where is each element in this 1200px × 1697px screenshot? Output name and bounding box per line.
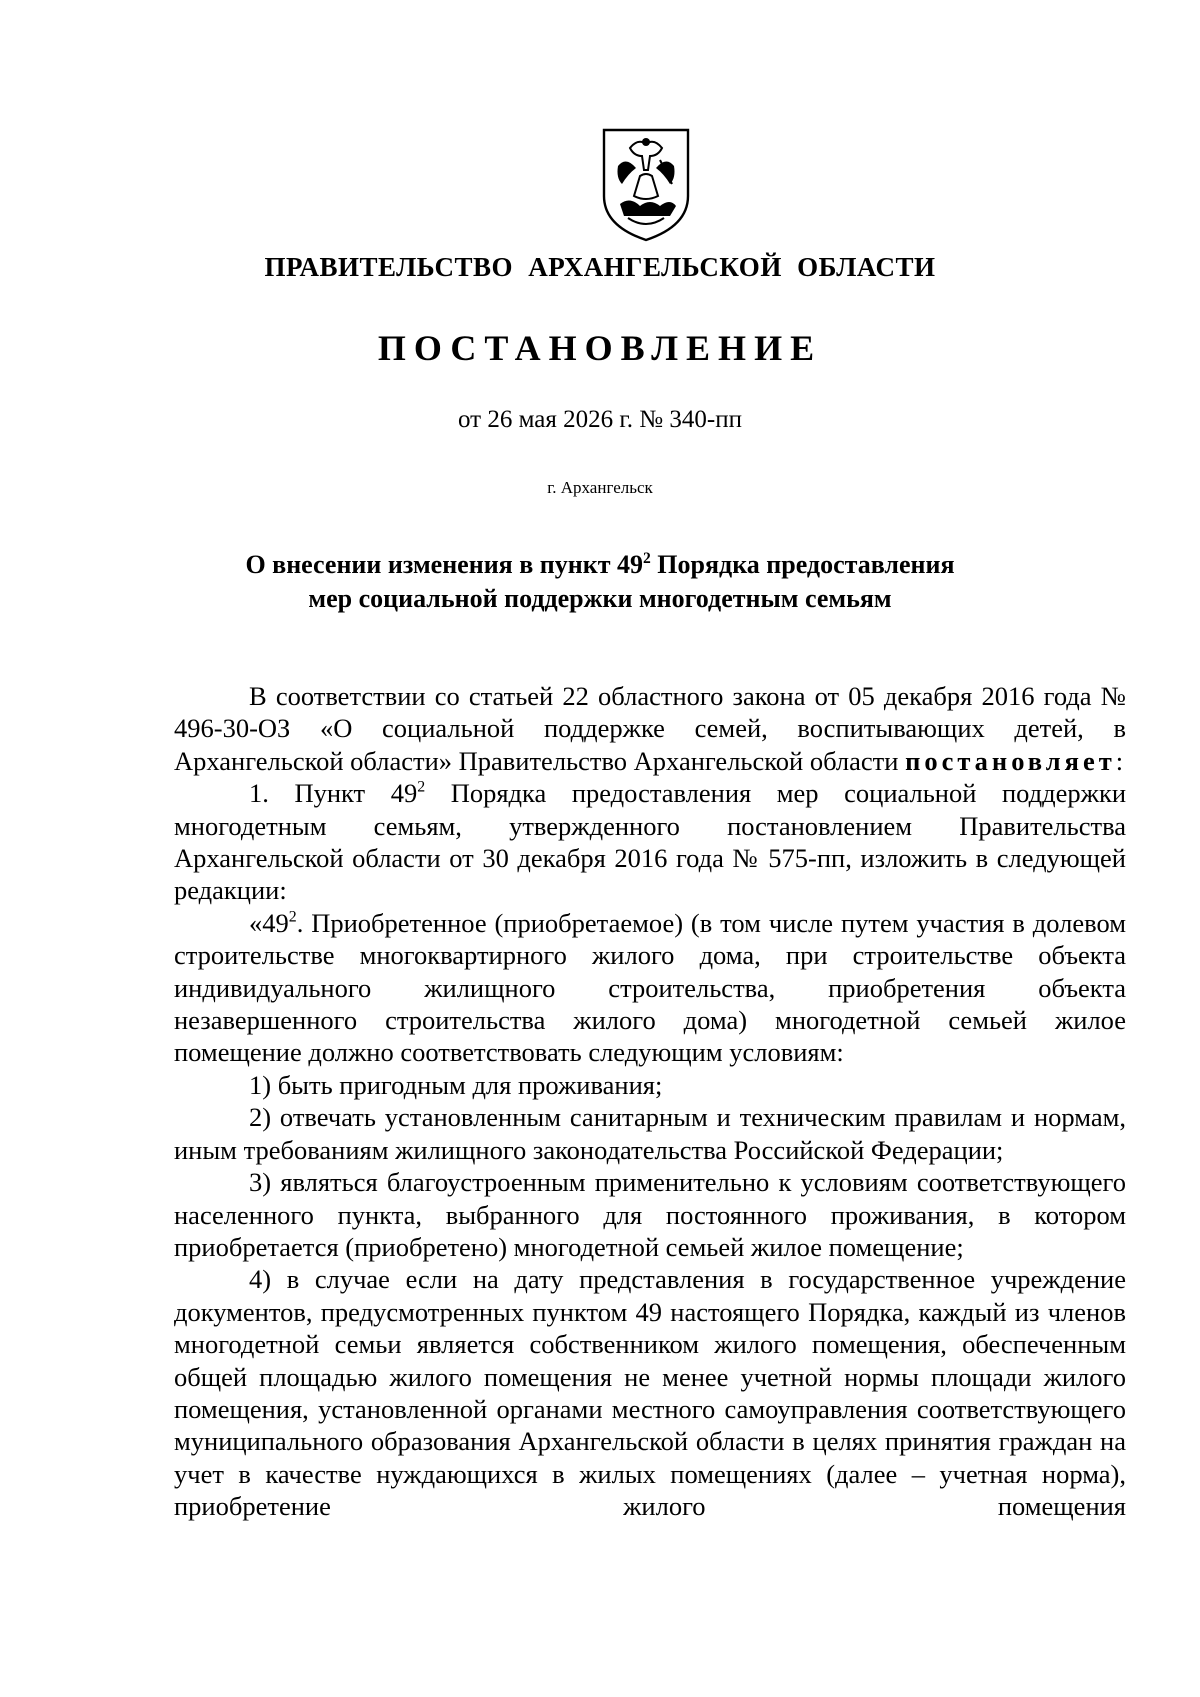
list-item-2: 2) отвечать установленным санитарным и техническим правилам и нормам, иным требованиям жилищного законодательства Российской Федерации; [174, 1102, 1126, 1165]
intro-paragraph [174, 680, 1126, 777]
paragraph-2 [174, 907, 1126, 1069]
title-line-1-text: О внесении изменения в пункт 49 [245, 550, 643, 579]
paragraph-2-text: . Приобретенное (приобретаемое) (в том числе путем участия в долевом строительстве многоквартирного жилого дома, при строительстве объекта индивидуального жилищного строительства, приобретения объекта незавершенного строительства жилого дома) многодетной семьей жилое помещение должно соответствовать следующим условиям: [174, 907, 1126, 1068]
paragraph-2-superscript: 2 [288, 908, 297, 926]
document-title [0, 548, 1200, 616]
title-line-2: мер социальной поддержки многодетным семьям [308, 584, 892, 613]
document-body [174, 680, 1126, 1523]
resolves-word: постановляет [905, 745, 1116, 776]
list-item-4: 4) в случае если на дату представления в государственное учреждение документов, предусмотренных пунктом 49 настоящего Порядка, каждый из членов многодетной семьи является собственником жилого помещения, обеспеченным общей площадью жилого помещения не менее учетной нормы площади жилого помещения, установленной органами местного самоуправления соответствующего муниципального образования Архангельской области в целях принятия граждан на учет в качестве нуждающихся в жилых помещениях (далее – учетная норма), приобретение жилого помещения [174, 1264, 1126, 1522]
coat-of-arms-icon [600, 126, 692, 244]
title-line-1 [0, 548, 1200, 582]
list-item-3: 3) являться благоустроенным применительно к условиям соответствующего населенного пункта, выбранного для постоянного проживания, в котором приобретается (приобретено) многодетной семьей жилое помещение; [174, 1167, 1126, 1262]
paragraph-1-start: 1. Пункт 49 [249, 778, 418, 809]
document-date-number: от 26 мая 2026 г. № 340-пп [458, 406, 742, 433]
paragraph-2-start: «49 [249, 907, 289, 938]
list-item-1: 1) быть пригодным для проживания; [249, 1069, 663, 1100]
paragraph-1 [174, 777, 1126, 907]
document-city: г. Архангельск [547, 478, 653, 497]
document-type: ПОСТАНОВЛЕНИЕ [377, 328, 823, 368]
title-line-1-end: Порядка предоставления [650, 550, 955, 579]
paragraph-1-superscript: 2 [417, 778, 426, 796]
intro-text: В соответствии со статьей 22 областного закона от 05 декабря 2016 года № 496-30-ОЗ «О социальной поддержке семей, воспитывающих детей, в Архангельской области» Правительство Архангельской области [174, 681, 1126, 776]
organization-name: ПРАВИТЕЛЬСТВО АРХАНГЕЛЬСКОЙ ОБЛАСТИ [264, 252, 936, 282]
resolves-colon: : [1115, 745, 1124, 776]
title-superscript: 2 [643, 549, 651, 567]
paragraph-1-text: Порядка предоставления мер социальной поддержки многодетным семьям, утвержденного постановлением Правительства Архангельской области от 30 декабря 2016 года № 575-пп, изложить в следующей редакции: [174, 778, 1127, 906]
